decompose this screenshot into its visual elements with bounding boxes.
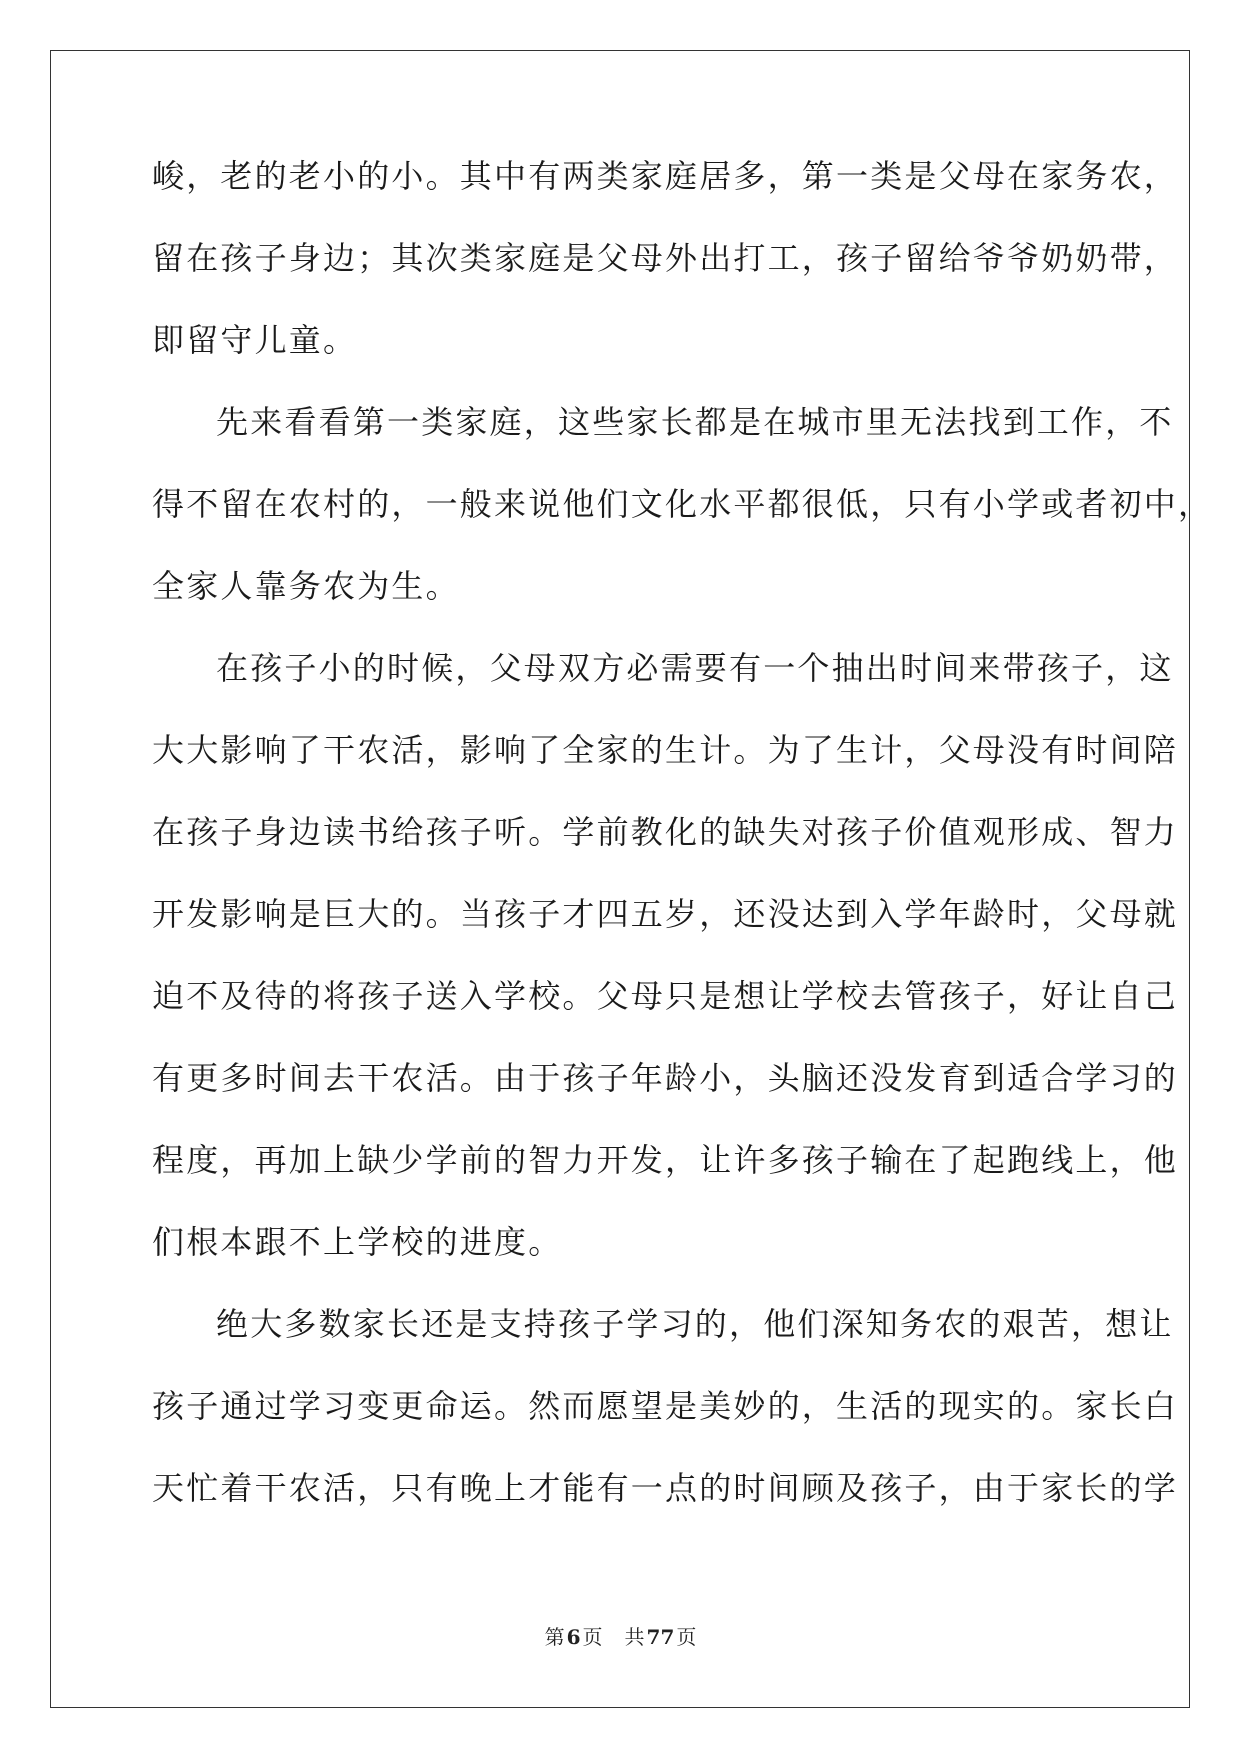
text-line: 得不留在农村的，一般来说他们文化水平都很低，只有小学或者初中，: [152, 485, 1213, 523]
page-footer: [0, 1624, 1241, 1650]
page-prefix: 第: [544, 1625, 565, 1649]
text-line: 即留守儿童。: [152, 321, 358, 359]
page-number: 6: [566, 1625, 581, 1649]
document-body: [152, 157, 1213, 1537]
total-suffix: 页: [676, 1625, 697, 1649]
text-line: 开发影响是巨大的。当孩子才四五岁，还没达到入学年龄时，父母就: [152, 895, 1179, 933]
text-line: 孩子通过学习变更命运。然而愿望是美妙的，生活的现实的。家长白: [152, 1387, 1179, 1425]
text-line: 大大影响了干农活，影响了全家的生计。为了生计，父母没有时间陪: [152, 731, 1179, 769]
text-line: 留在孩子身边；其次类家庭是父母外出打工，孩子留给爷爷奶奶带，: [152, 239, 1179, 277]
total-prefix: 共: [624, 1625, 645, 1649]
text-line: 迫不及待的将孩子送入学校。父母只是想让学校去管孩子，好让自己: [152, 977, 1179, 1015]
text-line: 在孩子身边读书给孩子听。学前教化的缺失对孩子价值观形成、智力: [152, 813, 1179, 851]
text-line: 们根本跟不上学校的进度。: [152, 1223, 563, 1261]
paragraph-start-line: 绝大多数家长还是支持孩子学习的，他们深知务农的艰苦，想让: [216, 1305, 1174, 1343]
text-line: 有更多时间去干农活。由于孩子年龄小，头脑还没发育到适合学习的: [152, 1059, 1179, 1097]
text-line: 程度，再加上缺少学前的智力开发，让许多孩子输在了起跑线上，他: [152, 1141, 1179, 1179]
paragraph-start-line: 在孩子小的时候，父母双方必需要有一个抽出时间来带孩子，这: [216, 649, 1174, 687]
total-pages: 77: [646, 1625, 675, 1649]
text-line: 全家人靠务农为生。: [152, 567, 460, 605]
page-suffix: 页: [582, 1625, 603, 1649]
text-line: 峻，老的老小的小。其中有两类家庭居多，第一类是父母在家务农，: [152, 157, 1179, 195]
paragraph-start-line: 先来看看第一类家庭，这些家长都是在城市里无法找到工作，不: [216, 403, 1174, 441]
text-line: 天忙着干农活，只有晚上才能有一点的时间顾及孩子，由于家长的学: [152, 1469, 1179, 1507]
